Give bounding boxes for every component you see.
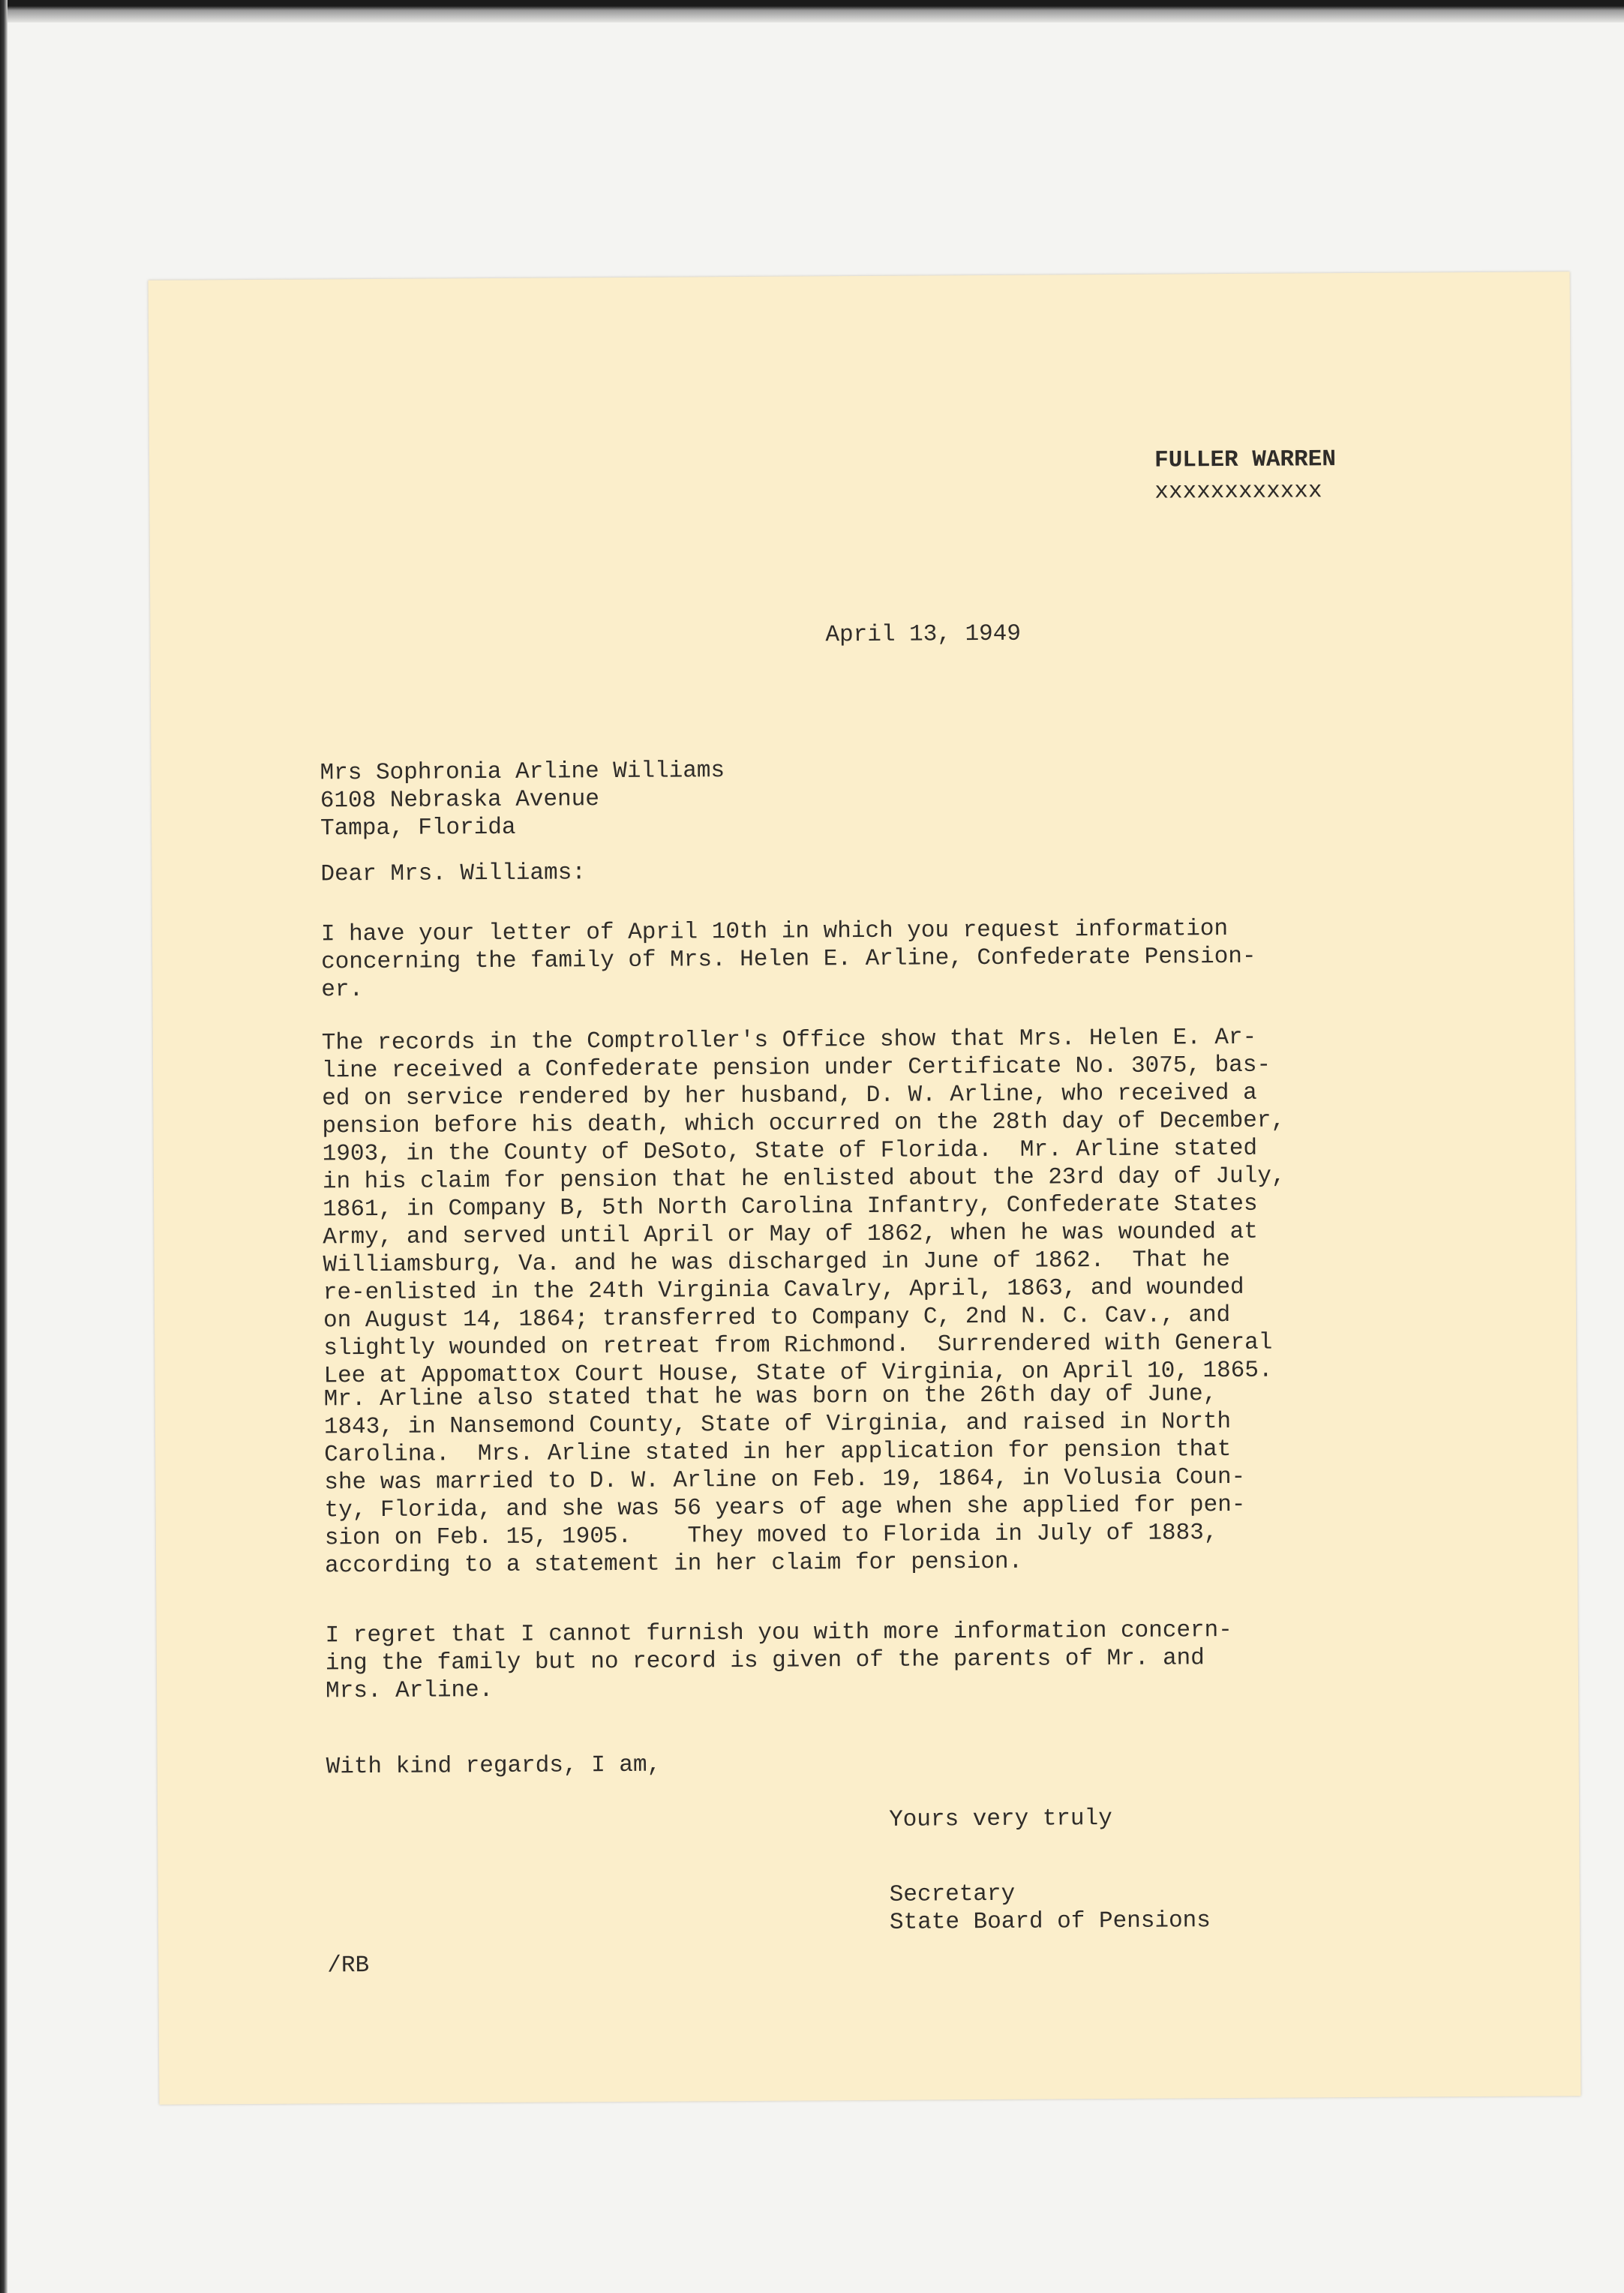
closing-line: With kind regards, I am,: [326, 1751, 662, 1781]
paragraph-line: 1843, in Nansemond County, State of Virginia, and raised in North: [323, 1409, 1232, 1441]
paragraph-line: Carolina. Mrs. Arline stated in her application for pension that: [324, 1436, 1232, 1469]
paragraph-line: Army, and served until April or May of 1862, when he was wounded at: [323, 1218, 1258, 1251]
reference-initials: /RB: [327, 1952, 370, 1979]
scanner-left-edge: [0, 0, 8, 2293]
letter-page: [149, 272, 1581, 2105]
letterhead-name: FULLER WARREN: [1154, 446, 1337, 474]
recipient-city: Tampa, Florida: [320, 814, 516, 842]
body-paragraph-2: [322, 1024, 1287, 1391]
salutation: Dear Mrs. Williams:: [320, 860, 587, 888]
body-paragraph-1: [321, 915, 1256, 1004]
paragraph-line: Williamsburg, Va. and he was discharged in June of 1862. That he: [323, 1247, 1230, 1279]
paragraph-line: on August 14, 1864; transferred to Company C, 2nd N. C. Cav., and: [323, 1302, 1231, 1334]
paragraph-line: in his claim for pension that he enlisted about the 23rd day of July,: [322, 1163, 1286, 1196]
paragraph-line: I have your letter of April 10th in which you request information: [320, 916, 1229, 948]
letter-date: April 13, 1949: [825, 620, 1022, 649]
paragraph-line: re-enlisted in the 24th Virginia Cavalry, April, 1863, and wounded: [323, 1274, 1244, 1307]
paragraph-line: 1861, in Company B, 5th North Carolina Infantry, Confederate States: [323, 1190, 1258, 1223]
paragraph-line: ing the family but no record is given of the parents of Mr. and: [325, 1645, 1205, 1677]
recipient-name: Mrs Sophronia Arline Williams: [320, 758, 725, 787]
paragraph-line: er.: [321, 977, 364, 1004]
paragraph-line: ed on service rendered by her husband, D. W. Arline, who received a: [322, 1079, 1257, 1112]
paragraph-line: pension before his death, which occurred on the 28th day of December,: [322, 1107, 1286, 1140]
signature-block: [890, 1879, 1211, 1937]
paragraph-line: she was married to D. W. Arline on Feb. 19, 1864, in Volusia Coun-: [324, 1463, 1246, 1496]
body-paragraph-3: [324, 1380, 1246, 1580]
paragraph-line: ty, Florida, and she was 56 years of age when she applied for pen-: [324, 1491, 1246, 1524]
paragraph-line: Lee at Appomattox Court House, State of Virginia, on April 10, 1865.: [323, 1357, 1273, 1390]
recipient-street: 6108 Nebraska Avenue: [320, 786, 599, 815]
recipient-address: [320, 757, 725, 842]
paragraph-line: The records in the Comptroller's Office show that Mrs. Helen E. Ar-: [321, 1024, 1257, 1057]
paragraph-line: Mr. Arline also stated that he was born on the 26th day of June,: [323, 1381, 1217, 1413]
paragraph-line: sion on Feb. 15, 1905. They moved to Florida in July of 1883,: [324, 1520, 1218, 1552]
signature-title: Secretary: [889, 1880, 1016, 1908]
paragraph-line: concerning the family of Mrs. Helen E. Arline, Confederate Pension-: [321, 943, 1256, 976]
scanner-top-edge: [0, 0, 1624, 23]
complimentary-close: Yours very truly: [889, 1805, 1112, 1833]
paragraph-line: I regret that I cannot furnish you with more information concern-: [325, 1617, 1232, 1649]
paragraph-line: according to a statement in her claim for pension.: [324, 1548, 1023, 1580]
letterhead-struck-title: xxxxxxxxxxxx: [1154, 478, 1322, 506]
paragraph-line: line received a Confederate pension under Certificate No. 3075, bas-: [321, 1052, 1271, 1085]
paragraph-line: slightly wounded on retreat from Richmond. Surrendered with General: [323, 1329, 1273, 1362]
signature-office: State Board of Pensions: [889, 1907, 1211, 1936]
body-paragraph-4: [326, 1616, 1233, 1705]
paragraph-line: 1903, in the County of DeSoto, State of Florida. Mr. Arline stated: [322, 1135, 1258, 1168]
paragraph-line: Mrs. Arline.: [325, 1677, 494, 1705]
